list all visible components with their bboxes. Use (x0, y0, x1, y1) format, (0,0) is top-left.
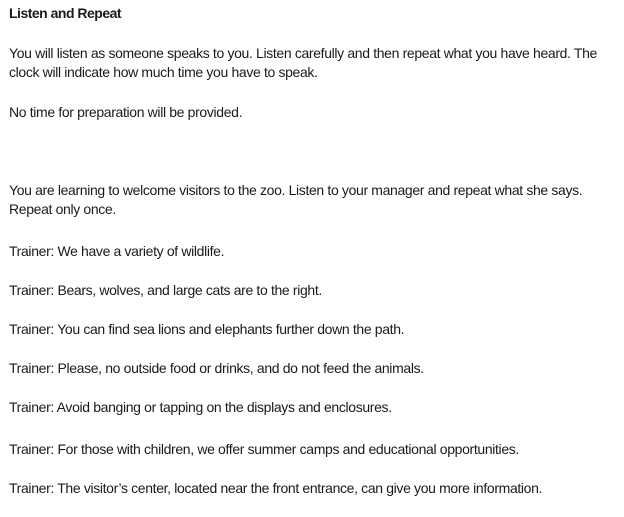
trainer-line: Trainer: For those with children, we offer summer camps and educational opportunities. (9, 441, 519, 457)
trainer-line: Trainer: The visitor’s center, located near the front entrance, can give you more information. (9, 480, 543, 496)
section-title: Listen and Repeat (9, 5, 122, 21)
instructions-paragraph: You will listen as someone speaks to you. Listen carefully and then repeat what you have heard. The clock will indicate how much time you have to speak. (9, 45, 597, 80)
trainer-line: Trainer: You can find sea lions and elephants further down the path. (9, 321, 405, 337)
trainer-line: Trainer: Please, no outside food or drinks, and do not feed the animals. (9, 360, 424, 376)
trainer-line: Trainer: We have a variety of wildlife. (9, 243, 225, 259)
scenario-paragraph: You are learning to welcome visitors to the zoo. Listen to your manager and repeat what she says. Repeat only once. (9, 182, 583, 217)
trainer-line: Trainer: Bears, wolves, and large cats are to the right. (9, 282, 322, 298)
trainer-line: Trainer: Avoid banging or tapping on the displays and enclosures. (9, 399, 392, 415)
preparation-note: No time for preparation will be provided. (9, 104, 243, 120)
